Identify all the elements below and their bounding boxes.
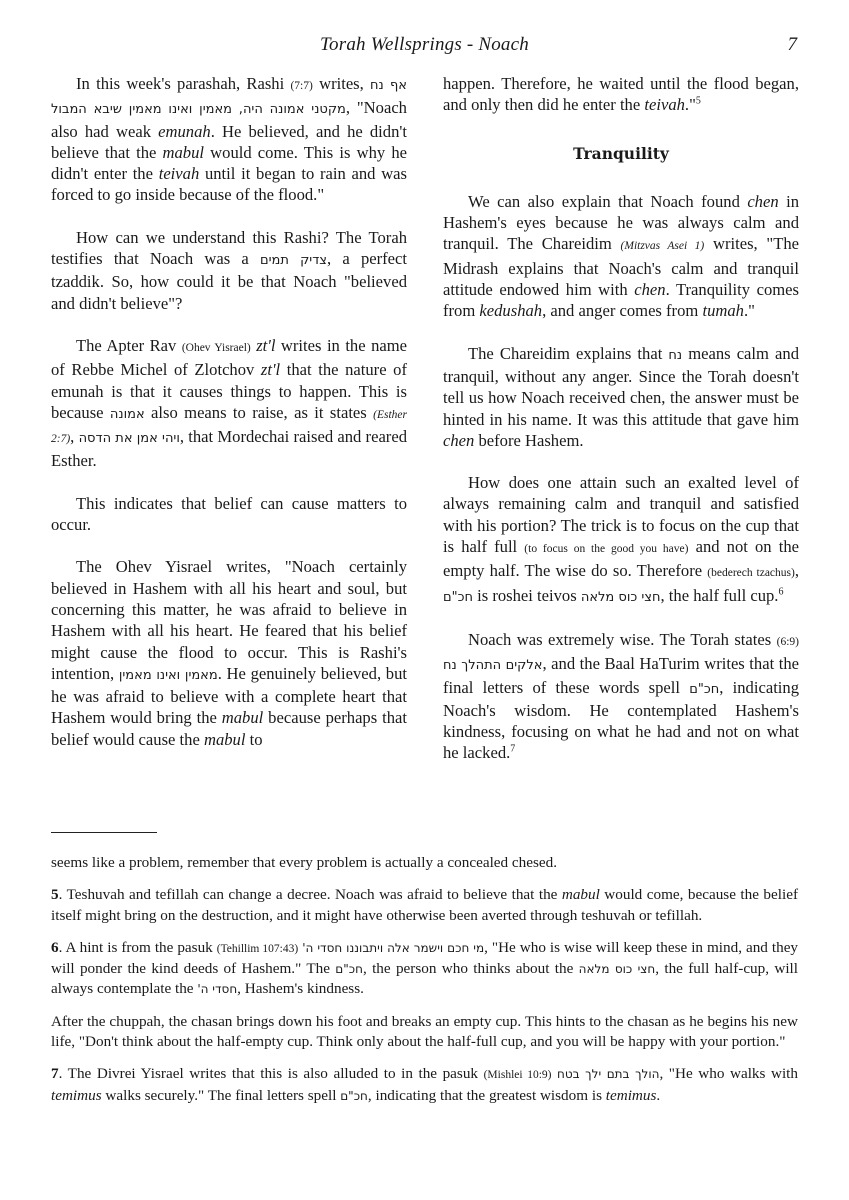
footnote-marker: 5 bbox=[695, 95, 701, 107]
text-run: . Teshuvah and tefillah can change a decree. Noach was afraid to believe that the bbox=[58, 886, 562, 904]
page-number: 7 bbox=[787, 34, 797, 55]
text-run: . He believed, and he didn't believe that the bbox=[51, 121, 407, 162]
text-run: mabul bbox=[162, 142, 205, 162]
text-run: , bbox=[70, 427, 79, 447]
text-run: teivah bbox=[644, 95, 685, 115]
text-run: , the half full cup. bbox=[660, 585, 779, 605]
citation: (6:9) bbox=[776, 635, 799, 648]
citation: (7:7) bbox=[290, 80, 313, 92]
text-run: would come. This is why he didn't enter the bbox=[51, 142, 408, 184]
text-run: After the chuppah, the chasan brings down his foot and breaks an empty cup. This hints to the chasan as he begins his new life, "Don't think about the half-empty cup. Think only about the half-full cup, and you will be happy with your portion." bbox=[51, 1012, 798, 1051]
paragraph bbox=[51, 335, 407, 472]
text-run: emunah bbox=[158, 121, 211, 141]
hebrew-text: חצי כוס מלאה bbox=[578, 962, 656, 977]
text-run: happen. Therefore, he waited until the flood began, and only then did he enter the bbox=[443, 74, 799, 115]
text-run: . bbox=[656, 1086, 661, 1104]
text-run: . A hint is from the pasuk bbox=[58, 938, 217, 956]
text-run: tumah bbox=[702, 301, 744, 321]
hebrew-text: אלקים התהלך נח bbox=[443, 658, 543, 674]
hebrew-text: חצי כוס מלאה bbox=[580, 589, 661, 605]
section-heading: Tranquility bbox=[573, 143, 669, 163]
right-column bbox=[443, 73, 799, 785]
text-run: , and anger comes from bbox=[542, 301, 703, 321]
hebrew-text: הולך בתם ילך בטח bbox=[557, 1067, 660, 1082]
citation: (Esther 2:7) bbox=[51, 408, 407, 446]
text-run: We can also explain that Noach found bbox=[468, 191, 748, 211]
text-run: chen bbox=[747, 191, 779, 211]
text-run: , "He who is wise will keep these in mind, and they will ponder the kind deeds of Hashem." The bbox=[51, 938, 799, 978]
text-run: , "Noach also had weak bbox=[51, 98, 407, 141]
text-run: mabul bbox=[203, 729, 246, 749]
text-run: chen bbox=[443, 430, 475, 450]
footnote bbox=[51, 853, 798, 873]
text-run: , Hashem's kindness. bbox=[237, 980, 364, 998]
footnote-number: 6 bbox=[51, 938, 59, 956]
paragraph bbox=[51, 493, 407, 536]
text-run: would come, because the belief itself might bring on the destruction, and it might have otherwise been averted through teshuvah or tefillah. bbox=[51, 886, 798, 924]
text-run: . Tranquility comes from bbox=[443, 280, 799, 321]
text-run: writes in the name of Rebbe Michel of Zlotchov bbox=[51, 335, 408, 380]
text-run: before Hashem. bbox=[474, 430, 584, 450]
footnote-number: 5 bbox=[51, 886, 59, 904]
hebrew-text: מי חכם וישמר אלה ויתבוננו חסדי ה' bbox=[302, 940, 485, 955]
text-run: temimus bbox=[605, 1086, 657, 1104]
text-run: is roshei teivos bbox=[472, 585, 581, 605]
text-run: This indicates that belief can cause matters to occur. bbox=[51, 493, 407, 535]
paragraph bbox=[51, 227, 407, 314]
footnote-number: 7 bbox=[51, 1065, 59, 1083]
text-run: teivah bbox=[158, 164, 200, 184]
text-run: to bbox=[245, 729, 263, 749]
paragraph bbox=[443, 343, 799, 451]
hebrew-text: חכ"ם bbox=[443, 589, 473, 605]
text-run: , a perfect tzaddik. So, how could it be that Noach "believed and didn't believe"? bbox=[51, 249, 408, 313]
text-run: and not on the empty half. The wise do so. Therefore bbox=[443, 537, 799, 581]
citation: (Tehillim 107:43) bbox=[216, 942, 299, 955]
footnotes bbox=[51, 853, 798, 1118]
paragraph bbox=[443, 472, 799, 608]
footnote bbox=[51, 885, 798, 926]
paragraph-continuation bbox=[443, 73, 799, 116]
text-run: temimus bbox=[51, 1086, 102, 1104]
text-run: . The Divrei Yisrael writes that this is also alluded to in the pasuk bbox=[58, 1065, 484, 1083]
text-run: zt'l bbox=[260, 360, 281, 380]
text-run: , bbox=[794, 561, 799, 581]
text-run: means calm and tranquil, without any anger. Since the Torah doesn't tell us how Noach received chen, the answer must be hinted in his name. It was this attitude that gave him bbox=[443, 343, 799, 429]
hebrew-text: חכ"ם bbox=[689, 681, 720, 697]
text-run: How does one attain such an exalted level of always remaining calm and tranquil and satisfied with his portion? The trick is to focus on the cup that is half full bbox=[443, 473, 799, 557]
text-run: mabul bbox=[221, 708, 264, 728]
text-run: ." bbox=[743, 301, 755, 321]
paragraph bbox=[443, 629, 799, 764]
hebrew-text: חכ"ם bbox=[340, 1088, 368, 1103]
text-run: , the person who thinks about the bbox=[362, 960, 579, 978]
text-run: writes, bbox=[312, 74, 371, 93]
text-run: that the nature of emunah is that it causes things to happen. This is because bbox=[51, 360, 407, 422]
hebrew-text: חכ"ם bbox=[335, 962, 363, 977]
text-run: zt'l bbox=[256, 335, 276, 355]
text-run: In this week's parashah, Rashi bbox=[76, 74, 291, 93]
paragraph bbox=[443, 191, 799, 322]
text-run: , and the Baal HaTurim writes that the final letters of these words spell bbox=[443, 654, 799, 697]
paragraph bbox=[51, 73, 407, 206]
text-run: ." bbox=[684, 95, 696, 115]
text-run: seems like a problem, remember that every problem is actually a concealed chesed. bbox=[51, 854, 558, 871]
text-run: chen bbox=[634, 280, 666, 300]
paragraph bbox=[51, 556, 407, 750]
hebrew-text: נח bbox=[668, 347, 683, 363]
footnote-marker: 6 bbox=[778, 586, 784, 598]
text-run: The Apter Rav bbox=[76, 335, 182, 355]
text-run: also means to raise, as it states bbox=[144, 402, 374, 422]
footnote bbox=[51, 938, 798, 1000]
text-run: kedushah bbox=[479, 301, 543, 321]
text-run: , the full half-cup, will always contemplate the bbox=[51, 960, 798, 998]
footnote-marker: 7 bbox=[510, 743, 516, 755]
text-run: mabul bbox=[561, 886, 600, 904]
citation: (bederech tzachus) bbox=[707, 567, 795, 580]
footnote bbox=[51, 1064, 798, 1106]
footnote-divider bbox=[51, 832, 157, 833]
text-run: because perhaps that belief would cause the bbox=[51, 708, 407, 749]
hebrew-text: אמונה bbox=[109, 406, 145, 422]
hebrew-text: ויהי אמן את הדסה bbox=[78, 431, 180, 447]
citation: (Ohev Yisrael) bbox=[181, 341, 251, 354]
hebrew-text: מאמין ואינו מאמין bbox=[118, 667, 218, 683]
left-column bbox=[51, 73, 407, 771]
hebrew-text: חסדי ה' bbox=[197, 982, 238, 997]
text-run: , indicating that the greatest wisdom is bbox=[367, 1086, 606, 1104]
text-run: writes, "The Midrash explains that Noach's calm and tranquil attitude endowed him with bbox=[443, 234, 800, 300]
text-run: . He genuinely believed, but he was afraid to believe with a complete heart that Hashem would bring the bbox=[51, 663, 407, 728]
text-run: The Ohev Yisrael writes, "Noach certainly believed in Hashem with all his heart and soul, but concerning this matter, he was afraid to believe in Hashem with all his heart. He feared that his belief might cause the flood to occur. This is Rashi's intention, bbox=[51, 557, 407, 683]
hebrew-text: אף נח מקטני אמונה היה, מאמין ואינו מאמין שיבא המבול bbox=[51, 78, 407, 118]
citation: (to focus on the good you have) bbox=[524, 543, 689, 556]
citation: (Mitzvas Asei 1) bbox=[620, 240, 705, 253]
footnote bbox=[51, 1012, 798, 1053]
text-run: , indicating Noach's wisdom. He contemplated Hashem's kindness, focusing on what he had and not on what he lacked. bbox=[443, 677, 800, 763]
text-run: walks securely." The final letters spell bbox=[101, 1086, 341, 1104]
text-run: Noach was extremely wise. The Torah states bbox=[468, 629, 777, 649]
citation: (Mishlei 10:9) bbox=[483, 1069, 552, 1082]
text-run: , that Mordechai raised and reared Esther. bbox=[51, 427, 407, 471]
text-run: in Hashem's eyes because he was always calm and tranquil. The Chareidim bbox=[443, 191, 799, 254]
page-header bbox=[0, 34, 849, 58]
hebrew-text: צדיק תמים bbox=[259, 253, 328, 269]
text-run: How can we understand this Rashi? The Torah testifies that Noach was a bbox=[51, 227, 407, 269]
text-run: The Chareidim explains that bbox=[468, 343, 669, 363]
text-run: , "He who walks with bbox=[659, 1065, 798, 1083]
text-run: until it began to rain and was forced to go inside because of the flood." bbox=[51, 164, 408, 205]
running-title: Torah Wellsprings - Noach bbox=[320, 34, 529, 55]
